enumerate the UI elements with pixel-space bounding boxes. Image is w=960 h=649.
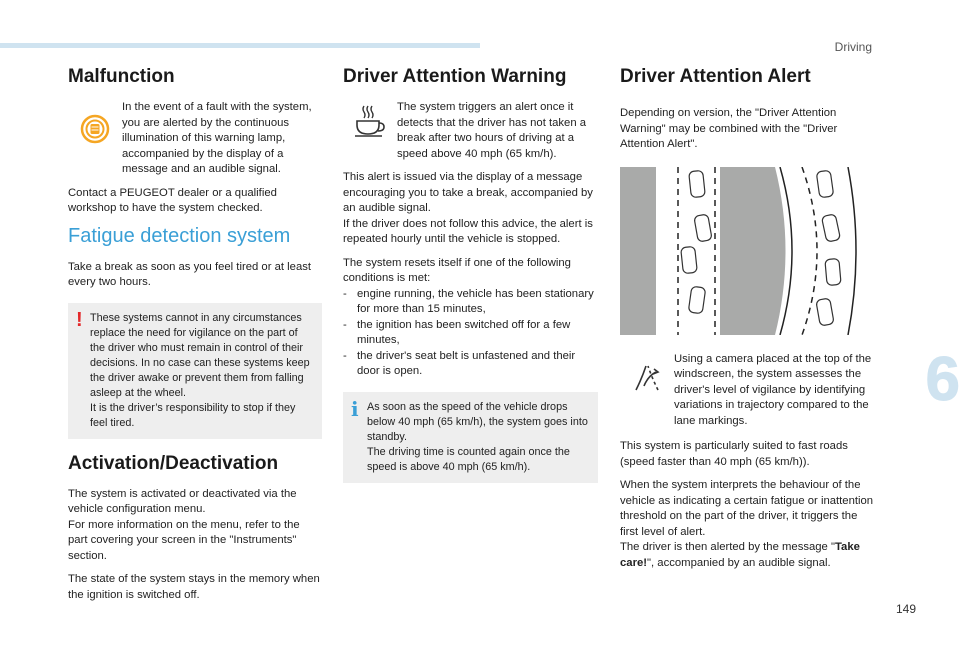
camera-block	[620, 352, 875, 430]
column-middle	[343, 60, 598, 483]
daw-intro-block	[343, 100, 598, 162]
activation-text-1: The system is activated or deactivated via the vehicle configuration menu.	[68, 487, 297, 515]
chapter-number: 6	[925, 345, 960, 414]
warning-text-1: These systems cannot in any circumstances replace the need for vigilance on the part of the driver who must remain in control of their decisions. In no case can these systems keep the driver awake or prevent them from falling asleep at the wheel.	[90, 311, 310, 399]
column-left	[68, 60, 322, 611]
list-item: - the ignition has been switched off for a few minutes,	[343, 318, 598, 349]
info-icon: i	[351, 396, 359, 421]
fatigue-text: Take a break as soon as you feel tired or at least every two hours.	[68, 260, 312, 288]
info-box	[343, 392, 598, 483]
list-item: - engine running, the vehicle has been stationary for more than 15 minutes,	[343, 287, 598, 318]
daa-intro-text: Depending on version, the "Driver Attention Warning" may be combined with the "Driver Attention Alert".	[620, 107, 838, 150]
state-text: The state of the system stays in the memory when the ignition is switched off.	[68, 573, 320, 601]
lane-trajectory-illustration	[620, 167, 875, 335]
malfunction-heading: Malfunction	[68, 66, 175, 87]
camera-text: Using a camera placed at the top of the windscreen, the system assesses the driver's level of vigilance by identifying variations in trajectory compared to the lane markings.	[674, 352, 872, 427]
activation-heading: Activation/Deactivation	[68, 452, 279, 474]
malfunction-block	[68, 100, 322, 178]
daw-intro-text: The system triggers an alert once it detects that the driver has not taken a break after two hours of driving at a speed above 40 mph (65 km/h).	[397, 101, 587, 160]
warning-text-2: It is the driver’s responsibility to stop if they feel tired.	[90, 401, 296, 429]
suited-text: This system is particularly suited to fast roads (speed faster than 40 mph (65 km/h)).	[620, 440, 848, 468]
interpret-text: When the system interprets the behaviour of the vehicle as indicating a certain fatigue or inattention threshold on the part of the driver, it triggers the first level of alert.	[620, 479, 874, 538]
activation-text-2: For more information on the menu, refer to the part covering your screen in the "Instruments" section.	[68, 518, 300, 562]
dealer-text: Contact a PEUGEOT dealer or a qualified workshop to have the system checked.	[68, 186, 277, 214]
info-text-1: As soon as the speed of the vehicle drops below 40 mph (65 km/h), the system goes into standby.	[367, 400, 588, 443]
driver-attention-warning-lamp-icon	[80, 114, 110, 144]
chapter-title: Driving	[834, 40, 872, 54]
coffee-cup-icon	[352, 104, 388, 138]
list-item: - the driver's seat belt is unfastened and their door is open.	[343, 349, 598, 380]
conditions-list	[343, 287, 598, 380]
alerted-text: The driver is then alerted by the message "Take care!", accompanied by an audible signal.	[620, 541, 860, 569]
exclamation-icon: !	[76, 308, 83, 331]
lane-departure-icon	[632, 362, 662, 392]
info-text-2: The driving time is counted again once the speed is above 40 mph (65 km/h).	[367, 445, 570, 473]
page-number: 149	[895, 602, 916, 616]
warning-box	[68, 303, 322, 439]
malfunction-text: In the event of a fault with the system, you are alerted by the continuous illumination of this warning lamp, accompanied by the display of a message and an audible signal.	[122, 101, 312, 175]
column-right	[620, 60, 875, 579]
alert-text-2: If the driver does not follow this advice, the alert is repeated hourly until the vehicle is stopped.	[343, 217, 593, 245]
alert-text-1: This alert is issued via the display of a message encouraging you to take a break, accompanied by an audible signal.	[343, 171, 593, 214]
daw-heading: Driver Attention Warning	[343, 66, 567, 87]
daa-heading: Driver Attention Alert	[620, 66, 811, 87]
reset-text: The system resets itself if one of the following conditions is met:	[343, 256, 571, 284]
take-care-message: Take care!	[620, 541, 860, 569]
top-accent-bar	[0, 43, 480, 48]
fatigue-heading: Fatigue detection system	[68, 224, 291, 247]
chapter-tab	[924, 337, 960, 429]
